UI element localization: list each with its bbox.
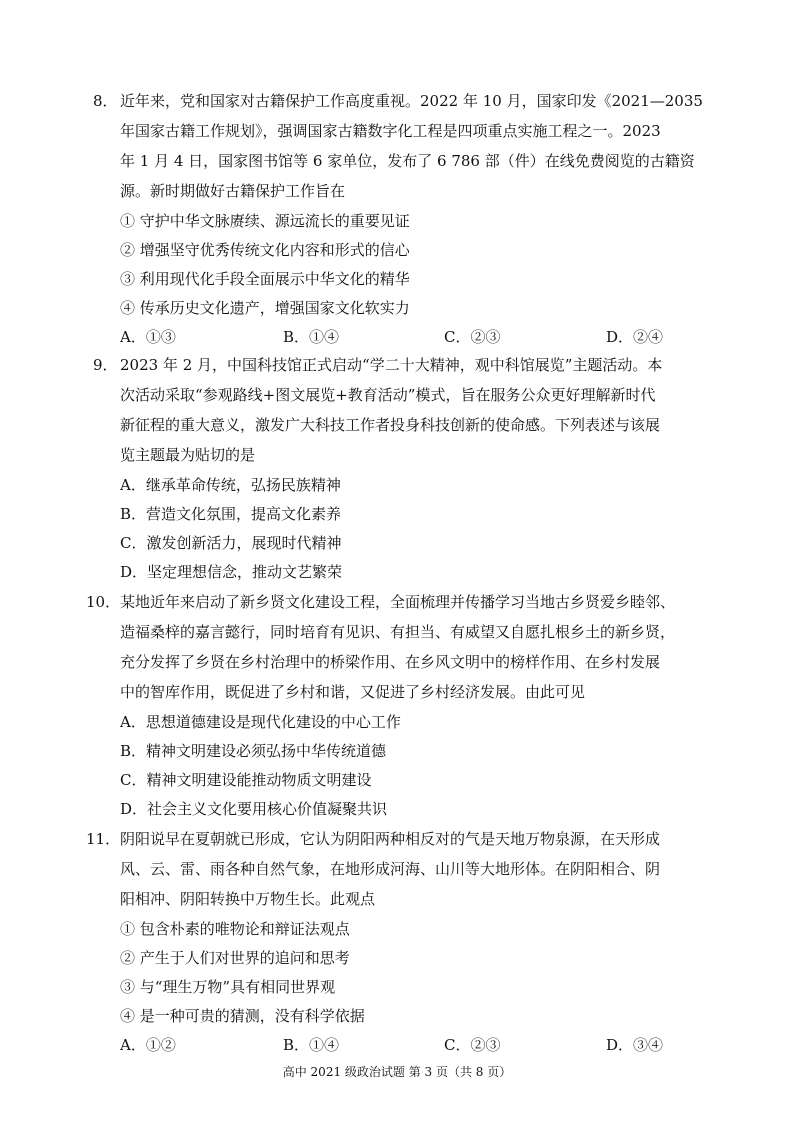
- statement-item: ② 产生于人们对世界的追问和思考: [120, 949, 350, 967]
- choice-a: A．①②: [120, 1036, 176, 1054]
- option-a: A．继承革命传统，弘扬民族精神: [120, 476, 341, 494]
- option-b: B．营造文化氛围，提高文化素养: [120, 505, 342, 523]
- question-stem-line: 中的智库作用，既促进了乡村和谐，又促进了乡村经济发展。由此可见: [120, 683, 586, 701]
- option-c: C．精神文明建设能推动物质文明建设: [120, 771, 372, 789]
- question-stem-line: 新征程的重大意义，激发广大科技工作者投身科技创新的使命感。下列表述与该展: [120, 416, 661, 434]
- question-stem-line: 造福桑梓的嘉言懿行，同时培育有见识、有担当、有威望又自愿扎根乡土的新乡贤，: [120, 623, 676, 641]
- statement-item: ① 守护中华文脉赓续、源远流长的重要见证: [120, 212, 410, 230]
- question-stem-line: 阳相冲、阴阳转换中万物生长。此观点: [120, 890, 376, 908]
- statement-item: ④ 传承历史文化遗产，增强国家文化软实力: [120, 299, 410, 317]
- question-number: 11．: [86, 830, 121, 848]
- question-stem-line: 2023 年 2 月，中国科技馆正式启动“学二十大精神，观中科馆展览”主题活动。本: [120, 356, 663, 374]
- statement-item: ④ 是一种可贵的猜测，没有科学依据: [120, 1007, 365, 1025]
- question-stem-line: 充分发挥了乡贤在乡村治理中的桥梁作用、在乡风文明中的榜样作用、在乡村发展: [120, 653, 661, 671]
- choice-a: A．①③: [120, 328, 176, 346]
- question-stem-line: 源。新时期做好古籍保护工作旨在: [120, 182, 346, 200]
- page-footer: 高中 2021 级政治试题 第 3 页（共 8 页）: [282, 1065, 512, 1079]
- choice-c: C．②③: [444, 328, 501, 346]
- choice-b: B．①④: [283, 328, 340, 346]
- choice-d: D．②④: [606, 328, 664, 346]
- question-stem-line: 次活动采取“参观路线+图文展览+教育活动”模式，旨在服务公众更好理解新时代: [120, 386, 656, 404]
- choice-d: D．③④: [606, 1036, 664, 1054]
- question-stem-line: 阴阳说早在夏朝就已形成，它认为阴阳两种相反对的气是天地万物泉源，在天形成: [120, 830, 661, 848]
- question-number: 10．: [86, 593, 121, 611]
- option-a: A．思想道德建设是现代化建设的中心工作: [120, 713, 401, 731]
- question-stem-line: 览主题最为贴切的是: [120, 446, 256, 464]
- option-c: C．激发创新活力，展现时代精神: [120, 534, 342, 552]
- question-number: 9．: [93, 356, 118, 374]
- choice-c: C．②③: [444, 1036, 501, 1054]
- choice-b: B．①④: [283, 1036, 340, 1054]
- question-number: 8．: [93, 92, 118, 110]
- option-b: B．精神文明建设必须弘扬中华传统道德: [120, 742, 387, 760]
- statement-item: ③ 与“理生万物”具有相同世界观: [120, 978, 336, 996]
- question-stem-line: 近年来，党和国家对古籍保护工作高度重视。2022 年 10 月，国家印发《2021—2035: [120, 92, 703, 110]
- option-d: D．坚定理想信念，推动文艺繁荣: [120, 563, 343, 581]
- question-stem-line: 年 1 月 4 日，国家图书馆等 6 家单位，发布了 6 786 部（件）在线免费阅览的古籍资: [120, 152, 695, 170]
- statement-item: ② 增强坚守优秀传统文化内容和形式的信心: [120, 241, 410, 259]
- statement-item: ① 包含朴素的唯物论和辩证法观点: [120, 920, 350, 938]
- option-d: D．社会主义文化要用核心价值凝聚共识: [120, 800, 388, 818]
- question-stem-line: 年国家古籍工作规划》，强调国家古籍数字化工程是四项重点实施工程之一。2023: [120, 122, 661, 140]
- question-stem-line: 某地近年来启动了新乡贤文化建设工程，全面梳理并传播学习当地古乡贤爱乡睦邻、: [120, 593, 676, 611]
- question-stem-line: 风、云、雷、雨各种自然气象，在地形成河海、山川等大地形体。在阴阳相合、阴: [120, 860, 661, 878]
- statement-item: ③ 利用现代化手段全面展示中华文化的精华: [120, 270, 410, 288]
